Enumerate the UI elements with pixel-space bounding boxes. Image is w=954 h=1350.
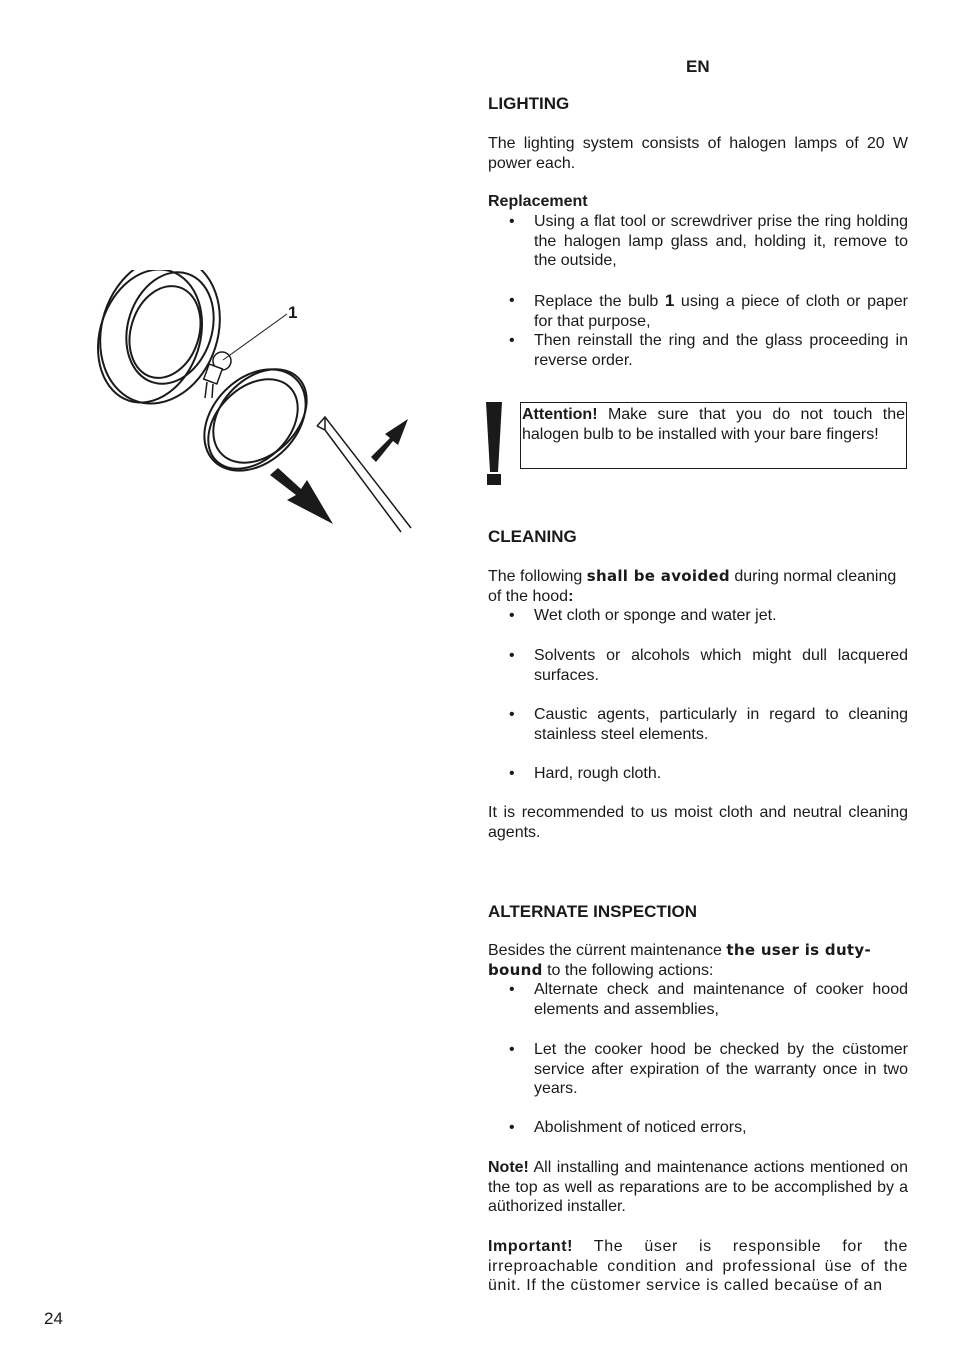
- cleaning-recommendation: It is recommended to us moist cloth and neutral cleaning agents.: [488, 804, 908, 841]
- insert-arrow-icon: [371, 419, 408, 462]
- callout-number: 1: [288, 303, 298, 322]
- note-label: Note!: [488, 1159, 529, 1176]
- important-label: Important!: [488, 1238, 574, 1255]
- list-item: • Caustic agents, particularly in regard to cleaning stainless steel elements.: [509, 706, 908, 743]
- important-paragraph: Important! The üser is responsible for the irreproachable condition and professional üse of the ünit. If the cüstomer service is called becaüse of an: [488, 1238, 908, 1295]
- lighting-intro: The lighting system consists of halogen lamps of 20 W power each.: [488, 135, 908, 172]
- replacement-heading: Replacement: [488, 193, 588, 210]
- note-paragraph: Note! All installing and maintenance actions mentioned on the top as well as reparations are to be accomplished by a aüthorized installer.: [488, 1159, 909, 1216]
- halogen-bulb-icon: [204, 352, 231, 398]
- list-item: • Let the cooker hood be checked by the cüstomer service after expiration of the warranty once in two years.: [509, 1041, 908, 1098]
- callout-reference: 1: [664, 291, 675, 310]
- list-item: • Solvents or alcohols which might dull lacquered surfaces.: [509, 647, 908, 684]
- lamp-replacement-illustration: [95, 270, 425, 540]
- cleaning-heading: CLEANING: [488, 527, 577, 546]
- inspection-heading: ALTERNATE INSPECTION: [488, 902, 698, 921]
- attention-label: Attention!: [522, 406, 598, 423]
- attention-box: [520, 402, 907, 469]
- lighting-heading: LIGHTING: [488, 94, 570, 113]
- attention-text: Make sure that you do not touch the halogen bulb to be installed with your bare fingers!: [522, 406, 905, 443]
- remove-arrow-icon: [270, 468, 333, 524]
- list-item: • Hard, rough cloth.: [509, 765, 662, 782]
- list-item: • Wet cloth or sponge and water jet.: [509, 607, 777, 624]
- page-number: 24: [44, 1309, 63, 1328]
- list-item: • Using a flat tool or screwdriver prise the ring holding the halogen lamp glass and, holding it, remove to the outside,: [509, 213, 908, 270]
- cleaning-intro: The following shall be avoided during normal cleaning of the hood:: [488, 567, 897, 605]
- list-item: • Alternate check and maintenance of cooker hood elements and assemblies,: [509, 981, 908, 1018]
- warning-exclamation-dot: [487, 474, 501, 485]
- list-item: • Abolishment of noticed errors,: [509, 1119, 747, 1136]
- warning-exclamation-icon: [486, 402, 502, 472]
- language-label: EN: [686, 57, 710, 76]
- inspection-intro: Besides the cürrent maintenance the user is duty- bound to the following actions:: [488, 941, 872, 979]
- list-item: • Replace the bulb 1 using a piece of cloth or paper for that purpose,: [509, 291, 908, 330]
- lamp-ring-icon: [95, 270, 238, 419]
- list-item: • Then reinstall the ring and the glass proceeding in reverse order.: [509, 332, 908, 369]
